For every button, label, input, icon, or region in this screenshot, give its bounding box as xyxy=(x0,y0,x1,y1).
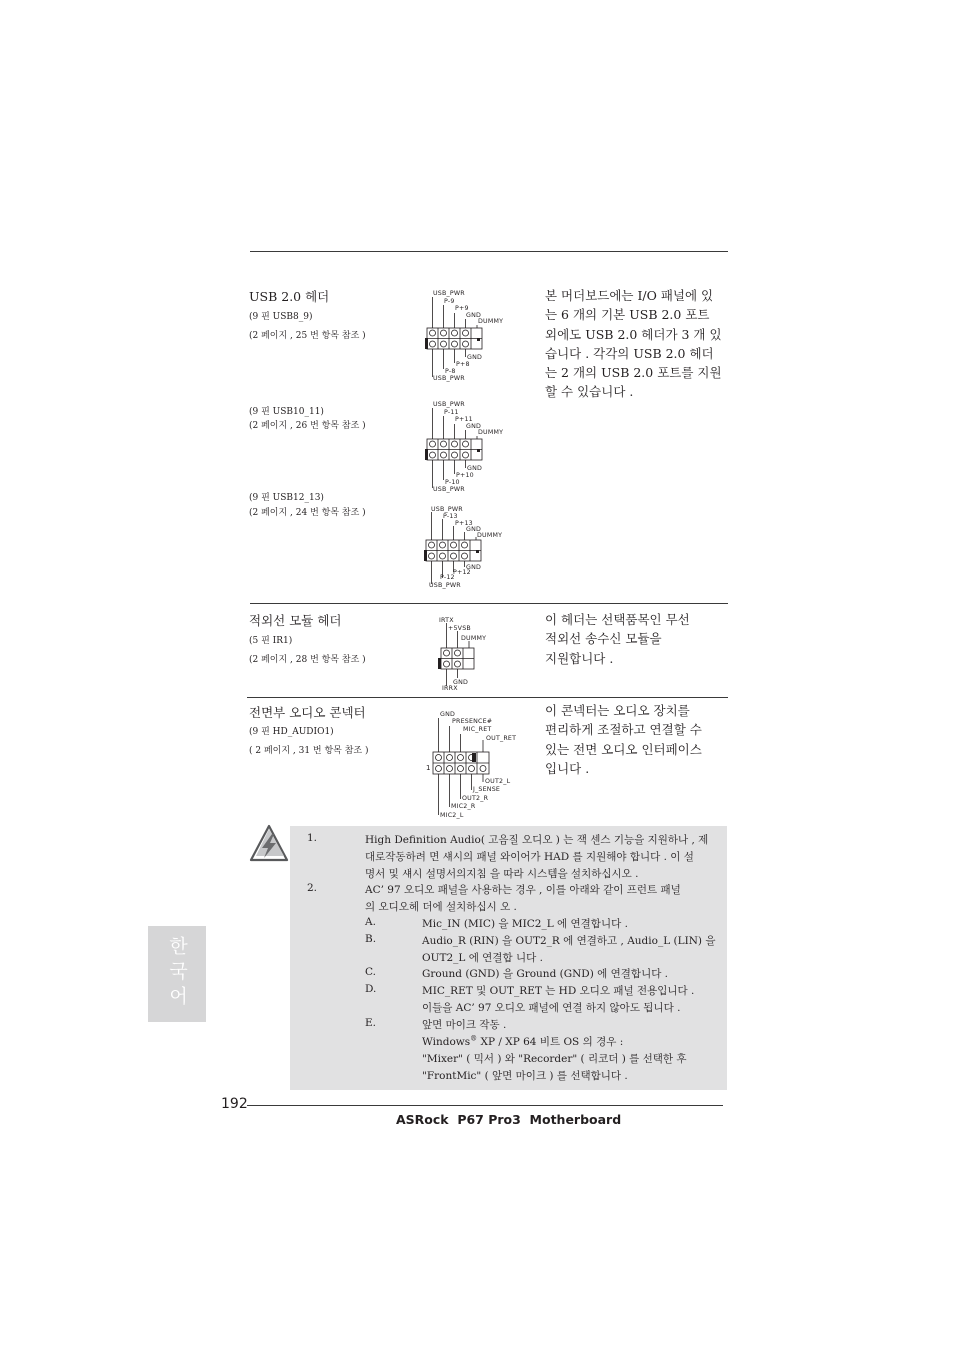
audio-header-diagram xyxy=(425,708,535,824)
pin-label: USB_PWR xyxy=(433,486,465,493)
pin-label: P+11 xyxy=(455,416,473,423)
ir-header-ref: (2 페이지 , 28 번 항목 참조 ) xyxy=(249,655,366,665)
note-1-line: 명서 및 섀시 설명서의지침 을 따라 시스템을 설치하십시오 . xyxy=(365,868,639,880)
usb-header-2-name: (9 핀 USB10_11) xyxy=(249,407,324,417)
page-number: 192 xyxy=(221,1096,248,1112)
pin-one-marker: 1 xyxy=(426,764,431,772)
usb-desc-line: 습니다 . 각각의 USB 2.0 헤더 xyxy=(545,345,714,361)
warning-icon xyxy=(248,823,290,863)
pin-label: J_SENSE xyxy=(473,786,501,793)
pin-label: P-8 xyxy=(445,368,456,375)
step-e-os xyxy=(422,1034,623,1049)
step-a-text: Mic_IN (MIC) 을 MIC2_L 에 연결합니다 . xyxy=(422,918,628,930)
usb-description xyxy=(545,286,725,402)
audio-header-ref: ( 2 페이지 , 31 번 항목 참조 ) xyxy=(249,746,369,756)
step-e-label: E. xyxy=(365,1017,377,1029)
note-1-line: 대로작동하려 면 섀시의 패널 와이어가 HAD 를 지원해야 합니다 . 이 설 xyxy=(365,851,694,863)
pin-label: OUT_RET xyxy=(486,735,517,742)
section-divider xyxy=(247,697,728,698)
pin-label: GND xyxy=(453,679,469,686)
usb-pin-diagram-2 xyxy=(420,399,530,499)
pin-label: MIC2_L xyxy=(440,812,464,819)
pin-label: PRESENCE# xyxy=(452,718,493,725)
note-2-line: AC’ 97 오디오 패널을 사용하는 경우 , 이를 아래와 같이 프런트 패널 xyxy=(365,884,681,896)
pin-label: P-11 xyxy=(444,409,459,416)
pin-label: +5VSB xyxy=(448,625,471,632)
ir-desc-line: 이 헤더는 선택품목인 무선 xyxy=(545,612,690,627)
pin-label: USB_PWR xyxy=(433,290,465,297)
pin-label: DUMMY xyxy=(477,532,503,539)
step-d-text: MIC_RET 및 OUT_RET 는 HD 오디오 패널 전용입니다 . xyxy=(422,985,695,997)
step-e-os-rest: XP / XP 64 비트 OS 의 경우 : xyxy=(477,1036,624,1048)
usb-pin-diagram-1 xyxy=(420,288,530,388)
ir-section-title: 적외선 모듈 헤더 xyxy=(249,613,342,628)
note-2-line: 의 오디오헤 더에 설치하십시 오 . xyxy=(365,901,517,913)
pin-label: GND xyxy=(466,423,482,430)
note-2-number: 2. xyxy=(307,882,318,894)
pin-label: P+10 xyxy=(456,472,474,479)
section-divider xyxy=(250,603,728,604)
pin-label: P-13 xyxy=(443,513,458,520)
pin-label: GND xyxy=(466,312,482,319)
pin-label: IRRX xyxy=(442,685,458,692)
ir-desc-line: 적외선 송수신 모듈을 xyxy=(545,631,662,647)
ir-pin-diagram xyxy=(435,614,515,696)
pin-label: P-9 xyxy=(444,298,455,305)
usb-header-diagram-1 xyxy=(420,288,530,388)
pin-label: P+9 xyxy=(455,305,469,312)
pin-label: GND xyxy=(466,526,482,533)
audio-desc-line: 이 콘넥터는 오디오 장치를 xyxy=(545,703,690,718)
step-b-label: B. xyxy=(365,933,377,945)
pin-label: MIC_RET xyxy=(463,726,492,733)
usb-header-1-name: (9 핀 USB8_9) xyxy=(249,312,313,322)
audio-section-title: 전면부 오디오 콘넥터 xyxy=(249,705,366,720)
pin-label: GND xyxy=(440,711,456,718)
pin-label: P+8 xyxy=(456,361,470,368)
step-c-text: Ground (GND) 을 Ground (GND) 에 연결합니다 . xyxy=(422,968,669,980)
pin-label: GND xyxy=(467,465,483,472)
pin-label: USB_PWR xyxy=(433,375,465,382)
step-a-label: A. xyxy=(365,916,376,928)
pin-label: GND xyxy=(467,354,483,361)
registered-mark: ® xyxy=(470,1034,478,1043)
pin-label: P-12 xyxy=(440,574,455,581)
step-e-os-name: Windows xyxy=(422,1036,471,1048)
ir-header-diagram xyxy=(435,614,515,696)
ir-description xyxy=(545,610,725,668)
usb-section-title: USB 2.0 헤더 xyxy=(249,289,330,304)
footer-rule xyxy=(247,1105,723,1106)
usb-header-3-ref: (2 페이지 , 24 번 항목 참조 ) xyxy=(249,508,366,518)
language-tab-label: 한국어 xyxy=(166,936,188,1011)
pin-label: MIC2_R xyxy=(451,803,476,810)
step-b-text: OUT2_L 에 연결합 니다 . xyxy=(422,952,543,964)
step-d-text: 이들을 AC’ 97 오디오 패널에 연결 하지 않아도 됩니다 . xyxy=(422,1002,681,1014)
usb-pin-diagram-3 xyxy=(419,504,529,604)
usb-header-diagram-3 xyxy=(419,504,529,604)
pin-label: DUMMY xyxy=(478,429,504,436)
pin-label: USB_PWR xyxy=(429,582,461,589)
step-d-label: D. xyxy=(365,983,377,995)
pin-label: P+13 xyxy=(455,520,473,527)
pin-label: P-10 xyxy=(445,479,460,486)
step-e-text: 앞면 마이크 작동 . xyxy=(422,1019,507,1031)
note-1-number: 1. xyxy=(307,832,318,844)
pin-label: DUMMY xyxy=(461,635,487,642)
pin-label: OUT2_L xyxy=(485,778,511,785)
note-1-line: High Definition Audio( 고음질 오디오 ) 는 잭 센스 기능을 지원하나 , 제 xyxy=(365,834,709,846)
usb-desc-line: 외에도 USB 2.0 헤더가 3 개 있 xyxy=(545,326,722,342)
footer-title: ASRock P67 Pro3 Motherboard xyxy=(396,1112,622,1127)
usb-header-3-name: (9 핀 USB12_13) xyxy=(249,493,324,503)
language-tab xyxy=(148,926,206,1022)
pin-label: USB_PWR xyxy=(433,401,465,408)
warning-triangle xyxy=(248,823,290,863)
step-b-text: Audio_R (RIN) 을 OUT2_R 에 연결하고 , Audio_L (LIN) 을 xyxy=(422,935,716,947)
usb-desc-line: 할 수 있습니다 . xyxy=(545,384,634,400)
usb-desc-line: 본 머더보드에는 I/O 패널에 있 xyxy=(545,288,714,303)
pin-label: DUMMY xyxy=(478,318,504,325)
pin-label: P+12 xyxy=(453,569,471,576)
usb-desc-line: 는 6 개의 기본 USB 2.0 포트 xyxy=(545,307,710,323)
pin-label: OUT2_R xyxy=(462,795,489,802)
usb-header-2-ref: (2 페이지 , 26 번 항목 참조 ) xyxy=(249,421,366,431)
audio-description xyxy=(545,701,725,778)
audio-desc-line: 편리하게 조절하고 연결할 수 xyxy=(545,722,702,738)
pin-label: USB_PWR xyxy=(431,506,463,513)
ir-desc-line: 지원합니다 . xyxy=(545,650,614,666)
usb-header-diagram-2 xyxy=(420,399,530,499)
usb-header-1-ref: (2 페이지 , 25 번 항목 참조 ) xyxy=(249,331,366,341)
pin-label: IRTX xyxy=(439,617,454,624)
pin-label: GND xyxy=(466,564,482,571)
top-divider xyxy=(250,251,728,252)
audio-header-name: (9 핀 HD_AUDIO1) xyxy=(249,727,334,737)
audio-desc-line: 있는 전면 오디오 인터페이스 xyxy=(545,741,702,757)
usb-desc-line: 는 2 개의 USB 2.0 포트를 지원 xyxy=(545,365,722,381)
ir-header-name: (5 핀 IR1) xyxy=(249,636,293,646)
step-e-text: "Mixer" ( 믹서 ) 와 "Recorder" ( 리코더 ) 를 선택한 후 xyxy=(422,1053,687,1065)
step-c-label: C. xyxy=(365,966,376,978)
step-e-text: "FrontMic" ( 앞면 마이크 ) 를 선택합니다 . xyxy=(422,1070,628,1082)
audio-desc-line: 입니다 . xyxy=(545,760,590,776)
